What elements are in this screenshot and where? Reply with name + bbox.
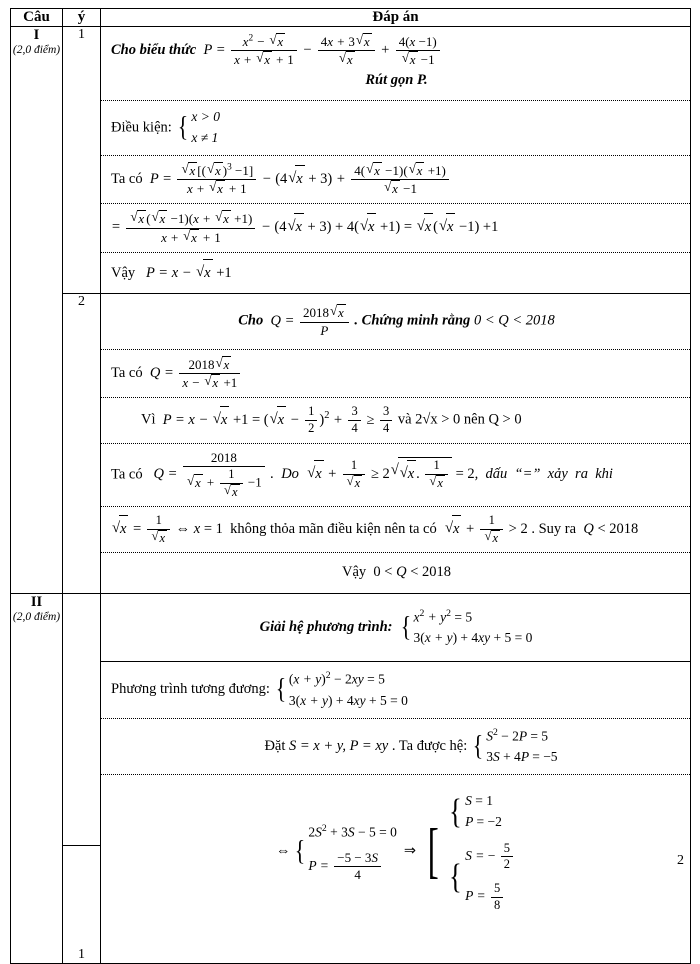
final-right-2-row-1: S = − $\frac{5}{2}$	[465, 841, 515, 877]
implies-icon: ⇒	[403, 843, 417, 860]
step-block-II1-c	[101, 775, 690, 963]
condition-row-2: x ≠ 1	[191, 129, 219, 145]
step-expr-I1-a: P = √ $\frac{x [( √ x )^3 -1]}{x + √ x + 1}$ − (4 √ x + 3) + 4( √ x −1)( √ x +1) √ x −1	[146, 171, 451, 187]
conclusion-label-I1: Vậy	[111, 264, 136, 281]
step-expr-I2-a: Q = $\frac{2018 √ x}{x - √ x +1}$	[146, 365, 242, 381]
table-row	[11, 593, 691, 963]
conclusion-label-I2: Vậy	[341, 564, 367, 581]
final-right-1-row-2: P = −2	[465, 813, 502, 829]
step-expr-I2-d2: √ x + 1 √ x > 2	[444, 521, 531, 537]
step-tail-I2-b: và 2√x > 0 nên Q > 0	[397, 411, 522, 428]
table-row	[11, 294, 691, 594]
step-text-I2-d3: . Suy ra	[531, 521, 580, 538]
prompt-system-row-2: 3(x + y) + 4xy + 5 = 0	[413, 630, 533, 646]
step-system-II1-a: { $(x + y)^2 - 2xy = 5$ 3(x + y) + 4xy + 5 = 0	[274, 668, 408, 711]
step-system-II1-c-left: { $2S^2 + 3S - 5 = 0$ P = $\frac{-5 - 3S}{4}$	[295, 823, 397, 882]
y-cell-2-1	[63, 593, 101, 963]
y-label-2-1: 1	[78, 947, 85, 963]
prompt-expr-I2: Q = $\frac{2018 √ x}{P}$	[267, 313, 355, 329]
step-tail-I2-c: . Do √ x + 1 √ x ≥ 2 √ √ x . 1 √ x = 2, dấu “=” xảy ra khi	[270, 466, 613, 482]
header-y: ý	[63, 9, 101, 27]
final-left-row-1: $2S^2 + 3S - 5 = 0$	[308, 823, 397, 840]
step-label-II1-a: Phương trình tương đương:	[111, 681, 270, 698]
step-expr-I2-c: Q = 2018 √ x + 1 √ x −1	[146, 466, 270, 482]
prompt-instruction-I1: Rút gọn P.	[365, 71, 428, 88]
final-right-2-row-2: P = $\frac{5}{8}$	[465, 877, 515, 913]
condition-system-I1: { x > 0 x ≠ 1	[176, 107, 220, 149]
prompt-block-I2	[101, 294, 690, 350]
cau-cell-2	[11, 593, 63, 963]
step-text-I2-d: không thỏa mãn điều kiện nên ta có	[226, 521, 441, 538]
prompt-block-I1	[101, 27, 690, 101]
step-label-II1-b: Đặt S = x + y, P = xy . Ta được hệ:	[264, 737, 468, 754]
step-system-b-row-2: 3S + 4P = −5	[486, 749, 558, 765]
step-block-II1-b	[101, 719, 690, 775]
prompt-expr-I1: P = $\frac{x^2 - √ x}{x + √ x + 1}$ − 4x + 3 √ x √ x + 4(x −1) √ x −1	[200, 42, 442, 58]
prompt-label-I1: Cho biểu thức	[111, 42, 197, 59]
answer-cell-1-1	[101, 27, 691, 294]
step-system-II1-c-right: [ { S = 1 P = −2 { S = − $\frac{5}{2}$ P = $\frac{5}{8}$	[423, 791, 516, 913]
conclusion-block-I1	[101, 253, 690, 294]
y-cell-1-1: 1	[63, 27, 101, 294]
cau-cell-1	[11, 27, 63, 594]
step-label-I2-c: Ta có	[111, 466, 143, 483]
table-header	[11, 9, 691, 27]
prompt-system-row-1: $x^2 + y^2 = 5$	[413, 607, 473, 625]
step-expr-I2-b: P = x − √ x +1 = ( √ x − $\frac{1}{2}$ )$^2$ + $\frac{3}{4}$ ≥ $\frac{3}{4}$	[159, 412, 398, 428]
cau-points-2: (2,0 điểm)	[12, 610, 61, 623]
step-block-I1-b	[101, 204, 690, 253]
header-dap-an: Đáp án	[101, 9, 691, 27]
prompt-label-I2: Cho	[238, 313, 264, 330]
answer-table	[10, 8, 691, 964]
step-block-I2-b	[101, 398, 690, 443]
cau-roman-2: II	[30, 593, 43, 610]
final-left-row-2: P = $\frac{-5 - 3S}{4}$	[308, 844, 396, 884]
final-right-1-row-1: S = 1	[465, 793, 494, 809]
step-block-I2-a	[101, 350, 690, 399]
step-system-a-row-1: $(x + y)^2 - 2xy = 5$	[288, 670, 385, 687]
final-right-sys-1: { S = 1 P = −2	[449, 792, 502, 832]
step-label-I1-a: Ta có	[111, 170, 143, 187]
cau-points-1: (2,0 điểm)	[12, 43, 61, 56]
prompt-block-II1	[101, 594, 690, 662]
answer-cell-2-1	[101, 593, 691, 963]
prompt-label-II1: Giải hệ phương trình:	[259, 618, 393, 635]
step-system-a-row-2: 3(x + y) + 4xy + 5 = 0	[288, 692, 408, 708]
prompt-tail-I2: 0 < Q < 2018	[473, 313, 555, 330]
step-expr-I1-b: = √ $\frac{x ( √ x -1)(x + √ x +1)}{x + √ x + 1}$ − (4 √ x + 3) + 4( √ x +1) = √ x ( √ x −1) +1	[111, 219, 498, 235]
step-expr-I2-d4: Q < 2018	[583, 521, 639, 538]
final-right-sys-2: { S = − $\frac{5}{2}$ P = $\frac{5}{8}$	[447, 841, 515, 914]
condition-block-I1	[101, 101, 690, 156]
step-block-I2-d	[101, 507, 690, 553]
conclusion-expr-I2: 0 < Q < 2018	[373, 564, 452, 581]
step-system-II1-b: { $S^2 - 2P = 5$ 3S + 4P = −5	[471, 725, 557, 768]
prompt-system-II1: { $x^2 + y^2 = 5$ 3(x + y) + 4xy + 5 = 0	[399, 606, 533, 649]
equivalence-icon: ⇔	[275, 843, 291, 860]
step-expr-I2-d: √ x = 1 √ x ⇔ x = 1	[111, 521, 227, 537]
condition-row-1: x > 0	[191, 109, 220, 125]
table-row	[11, 27, 691, 294]
step-block-I1-a	[101, 156, 690, 205]
conclusion-expr-I1: P = x − √ x +1	[139, 265, 232, 281]
conclusion-block-I2	[101, 553, 690, 593]
y-cell-1-2: 2	[63, 294, 101, 594]
header-cau: Câu	[11, 9, 63, 27]
page-number: 2	[677, 853, 684, 868]
condition-label-I1: Điều kiện:	[111, 119, 172, 136]
step-label-I2-a: Ta có	[111, 365, 143, 382]
step-system-b-row-1: $S^2 - 2P = 5$	[486, 726, 549, 744]
step-block-I2-c	[101, 444, 690, 508]
answer-cell-1-2	[101, 294, 691, 594]
cau-roman-1: I	[33, 27, 40, 43]
prompt-instruction-I2: . Chứng minh rằng	[354, 313, 471, 330]
step-block-II1-a	[101, 662, 690, 718]
step-label-I2-b: Vì	[141, 411, 156, 428]
